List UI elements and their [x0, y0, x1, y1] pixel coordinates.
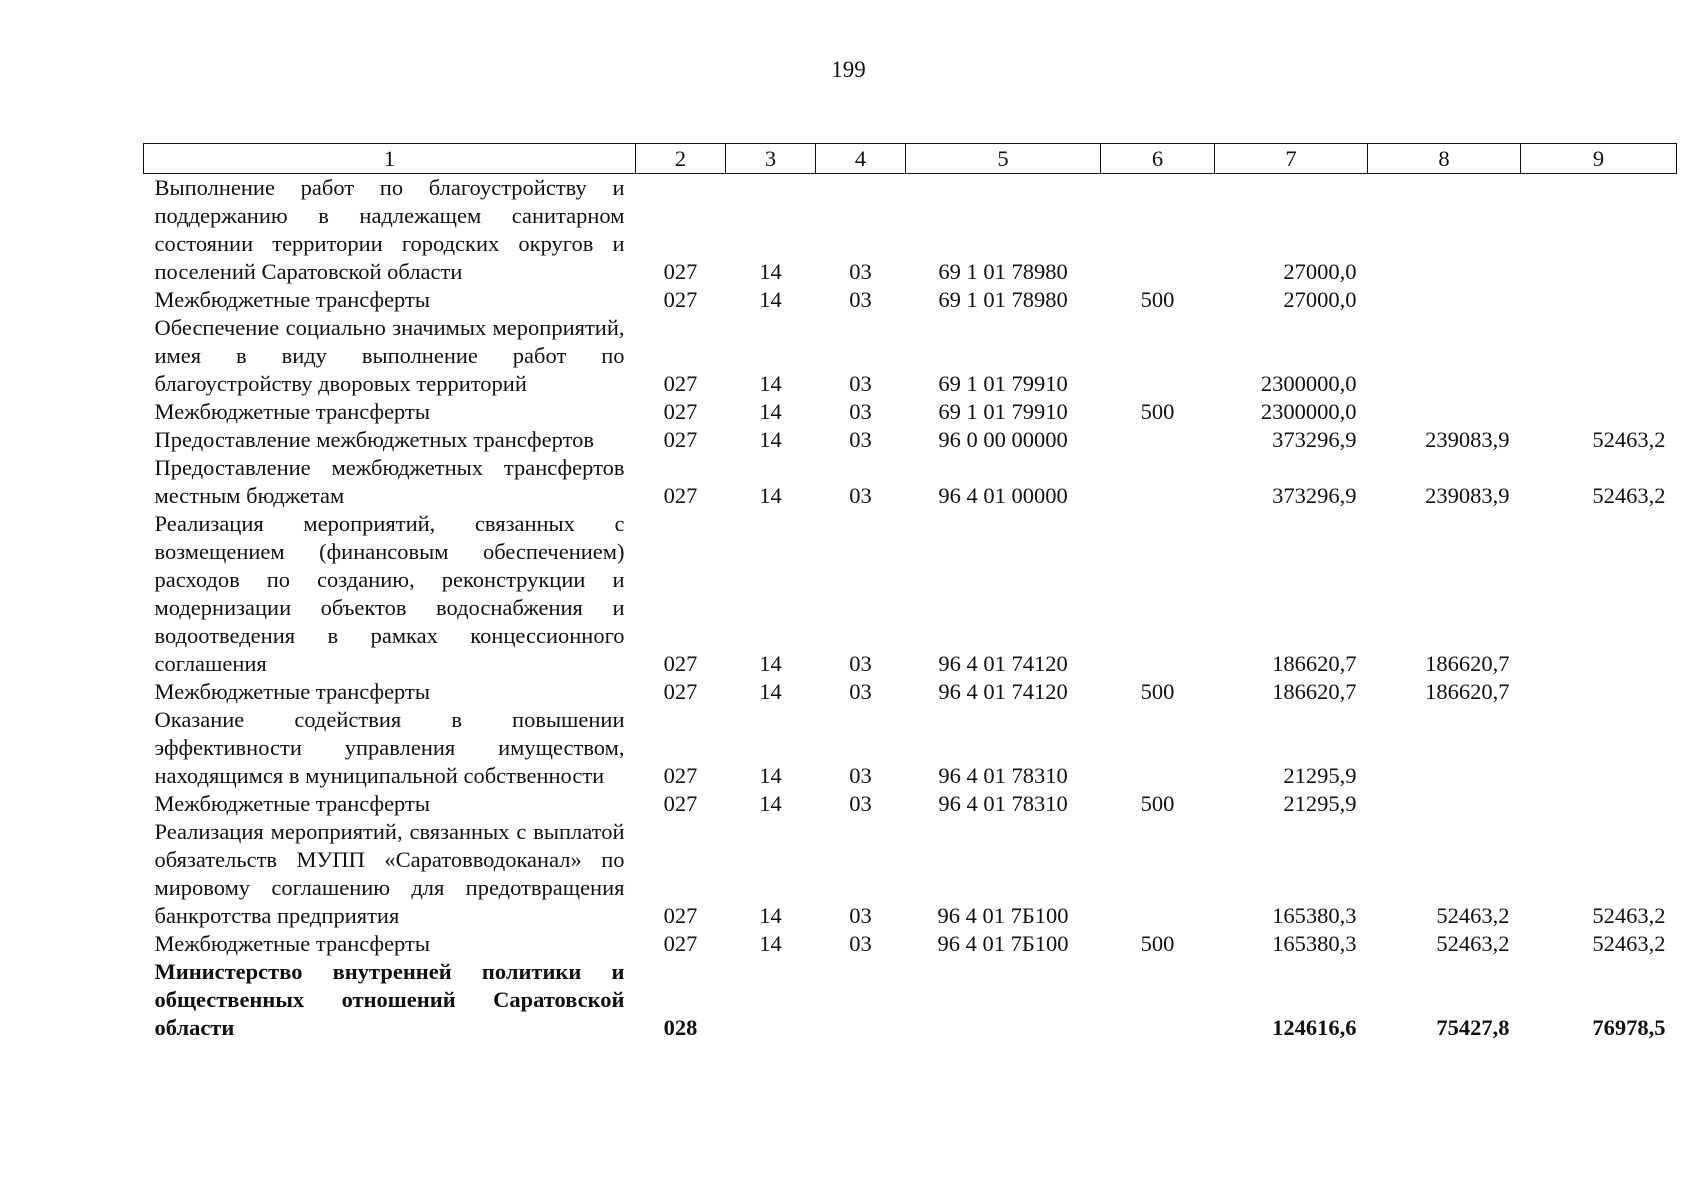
subsection-code-cell: 03 — [849, 903, 872, 928]
table-row — [144, 314, 1677, 398]
section-code-cell — [726, 958, 816, 1042]
amount-col9-cell: 76978,5 — [1592, 1015, 1666, 1040]
amount-col8-cell: 186620,7 — [1425, 651, 1510, 676]
target-article-cell: 69 1 01 78980 — [938, 287, 1068, 312]
amount-col7-cell: 373296,9 — [1272, 427, 1357, 452]
amount-col9-cell: 52463,2 — [1592, 931, 1666, 956]
amount-col7-cell: 373296,9 — [1272, 483, 1357, 508]
amount-col9-cell — [1521, 174, 1677, 287]
expense-type-cell: 500 — [1140, 287, 1175, 312]
row-name-cell: Министерство внутренней политики и общественных отношений Саратовской области — [154, 959, 625, 1040]
subsection-code-cell: 03 — [849, 791, 872, 816]
amount-col7-cell: 186620,7 — [1272, 651, 1357, 676]
ministry-code-cell: 027 — [663, 259, 698, 284]
section-code-cell: 14 — [759, 651, 782, 676]
amount-col8-cell — [1368, 790, 1521, 818]
amount-col9-cell: 52463,2 — [1592, 483, 1666, 508]
table-body — [144, 174, 1677, 1043]
amount-col9-cell — [1521, 510, 1677, 678]
section-code-cell: 14 — [759, 287, 782, 312]
subsection-code-cell: 03 — [849, 651, 872, 676]
ministry-code-cell: 027 — [663, 791, 698, 816]
ministry-code-cell: 027 — [663, 651, 698, 676]
amount-col9-cell — [1521, 678, 1677, 706]
amount-col8-cell: 239083,9 — [1425, 427, 1510, 452]
subsection-code-cell: 03 — [849, 931, 872, 956]
expense-type-cell — [1101, 426, 1215, 454]
table-row — [144, 930, 1677, 958]
amount-col9-cell: 52463,2 — [1592, 903, 1666, 928]
section-code-cell: 14 — [759, 679, 782, 704]
expense-type-cell: 500 — [1140, 931, 1175, 956]
row-name-cell: Выполнение работ по благоустройству и поддержанию в надлежащем санитарном состоянии территории городских округов и поселений Саратовской области — [154, 175, 625, 284]
target-article-cell — [906, 958, 1101, 1042]
subsection-code-cell: 03 — [849, 287, 872, 312]
amount-col7-cell: 21295,9 — [1283, 763, 1357, 788]
ministry-code-cell: 027 — [663, 903, 698, 928]
subsection-code-cell: 03 — [849, 371, 872, 396]
section-code-cell: 14 — [759, 259, 782, 284]
column-number: 6 — [1101, 144, 1215, 174]
ministry-code-cell: 027 — [663, 287, 698, 312]
amount-col8-cell: 52463,2 — [1436, 931, 1510, 956]
column-number: 1 — [144, 144, 636, 174]
subsection-code-cell — [816, 958, 906, 1042]
amount-col7-cell: 21295,9 — [1283, 791, 1357, 816]
target-article-cell: 69 1 01 79910 — [938, 399, 1068, 424]
amount-col9-cell: 52463,2 — [1592, 427, 1666, 452]
section-code-cell: 14 — [759, 427, 782, 452]
subsection-code-cell: 03 — [849, 399, 872, 424]
row-name-cell: Межбюджетные трансферты — [154, 679, 430, 704]
target-article-cell: 96 4 01 7Б100 — [937, 903, 1069, 928]
table-row — [144, 426, 1677, 454]
amount-col8-cell — [1368, 286, 1521, 314]
table-row — [144, 790, 1677, 818]
ministry-code-cell: 027 — [663, 427, 698, 452]
target-article-cell: 69 1 01 79910 — [938, 371, 1068, 396]
expense-type-cell — [1101, 958, 1215, 1042]
table-row — [144, 510, 1677, 678]
amount-col7-cell: 2300000,0 — [1260, 399, 1357, 424]
target-article-cell: 69 1 01 78980 — [938, 259, 1068, 284]
subsection-code-cell: 03 — [849, 679, 872, 704]
expense-type-cell: 500 — [1140, 679, 1175, 704]
table-row — [144, 286, 1677, 314]
section-code-cell: 14 — [759, 791, 782, 816]
row-name-cell: Межбюджетные трансферты — [154, 931, 430, 956]
table-row — [144, 678, 1677, 706]
expense-type-cell — [1101, 510, 1215, 678]
column-number: 2 — [636, 144, 726, 174]
expense-type-cell — [1101, 174, 1215, 287]
amount-col7-cell: 186620,7 — [1272, 679, 1357, 704]
expense-type-cell — [1101, 818, 1215, 930]
amount-col7-cell: 165380,3 — [1272, 931, 1357, 956]
ministry-code-cell: 028 — [663, 1015, 698, 1040]
expense-type-cell: 500 — [1140, 399, 1175, 424]
amount-col8-cell: 239083,9 — [1425, 483, 1510, 508]
amount-col8-cell — [1368, 174, 1521, 287]
target-article-cell: 96 4 01 78310 — [938, 791, 1068, 816]
amount-col9-cell — [1521, 286, 1677, 314]
expense-type-cell — [1101, 706, 1215, 790]
row-name-cell: Межбюджетные трансферты — [154, 399, 430, 424]
ministry-code-cell: 027 — [663, 931, 698, 956]
amount-col7-cell: 165380,3 — [1272, 903, 1357, 928]
amount-col8-cell — [1368, 314, 1521, 398]
amount-col8-cell — [1368, 706, 1521, 790]
ministry-code-cell: 027 — [663, 679, 698, 704]
subsection-code-cell: 03 — [849, 259, 872, 284]
section-code-cell: 14 — [759, 763, 782, 788]
row-name-cell: Предоставление межбюджетных трансфертов — [154, 427, 594, 452]
amount-col7-cell: 27000,0 — [1283, 259, 1357, 284]
target-article-cell: 96 0 00 00000 — [938, 427, 1068, 452]
column-number: 5 — [906, 144, 1101, 174]
row-name-cell: Межбюджетные трансферты — [154, 791, 430, 816]
target-article-cell: 96 4 01 74120 — [938, 679, 1068, 704]
ministry-code-cell: 027 — [663, 763, 698, 788]
row-name-cell: Оказание содействия в повышении эффективности управления имуществом, находящимся в муниципальной собственности — [154, 707, 625, 788]
amount-col7-cell: 2300000,0 — [1260, 371, 1357, 396]
target-article-cell: 96 4 01 78310 — [938, 763, 1068, 788]
column-number: 3 — [726, 144, 816, 174]
section-code-cell: 14 — [759, 371, 782, 396]
target-article-cell: 96 4 01 7Б100 — [937, 931, 1069, 956]
expense-type-cell: 500 — [1140, 791, 1175, 816]
table-row — [144, 398, 1677, 426]
table-row — [144, 706, 1677, 790]
row-name-cell: Реализация мероприятий, связанных с возмещением (финансовым обеспечением) расходов по созданию, реконструкции и модернизации объектов водоснабжения и водоотведения в рамках концессионного соглашения — [154, 511, 625, 676]
row-name-cell: Межбюджетные трансферты — [154, 287, 430, 312]
amount-col8-cell: 186620,7 — [1425, 679, 1510, 704]
page-number: 199 — [831, 57, 866, 82]
amount-col7-cell: 27000,0 — [1283, 287, 1357, 312]
amount-col8-cell: 52463,2 — [1436, 903, 1510, 928]
column-number-row — [144, 144, 1677, 174]
section-code-cell: 14 — [759, 483, 782, 508]
column-number: 7 — [1215, 144, 1368, 174]
amount-col8-cell: 75427,8 — [1436, 1015, 1510, 1040]
target-article-cell: 96 4 01 74120 — [938, 651, 1068, 676]
ministry-code-cell: 027 — [663, 371, 698, 396]
table-row — [144, 454, 1677, 510]
ministry-code-cell: 027 — [663, 483, 698, 508]
amount-col9-cell — [1521, 314, 1677, 398]
amount-col9-cell — [1521, 790, 1677, 818]
row-name-cell: Реализация мероприятий, связанных с выплатой обязательств МУПП «Саратовводоканал» по мировому соглашению для предотвращения банкротства предприятия — [154, 819, 625, 928]
column-number: 9 — [1521, 144, 1677, 174]
amount-col8-cell — [1368, 398, 1521, 426]
column-number: 4 — [816, 144, 906, 174]
row-name-cell: Предоставление межбюджетных трансфертов местным бюджетам — [154, 455, 625, 508]
ministry-code-cell: 027 — [663, 399, 698, 424]
table-row — [144, 818, 1677, 930]
subsection-code-cell: 03 — [849, 763, 872, 788]
target-article-cell: 96 4 01 00000 — [938, 483, 1068, 508]
table-row — [144, 958, 1677, 1042]
budget-table — [143, 143, 1677, 1042]
expense-type-cell — [1101, 454, 1215, 510]
amount-col9-cell — [1521, 398, 1677, 426]
section-code-cell: 14 — [759, 903, 782, 928]
expense-type-cell — [1101, 314, 1215, 398]
section-code-cell: 14 — [759, 931, 782, 956]
subsection-code-cell: 03 — [849, 427, 872, 452]
table-row — [144, 174, 1677, 287]
subsection-code-cell: 03 — [849, 483, 872, 508]
amount-col7-cell: 124616,6 — [1272, 1015, 1357, 1040]
section-code-cell: 14 — [759, 399, 782, 424]
amount-col9-cell — [1521, 706, 1677, 790]
column-number: 8 — [1368, 144, 1521, 174]
row-name-cell: Обеспечение социально значимых мероприятий, имея в виду выполнение работ по благоустройству дворовых территорий — [154, 315, 625, 396]
